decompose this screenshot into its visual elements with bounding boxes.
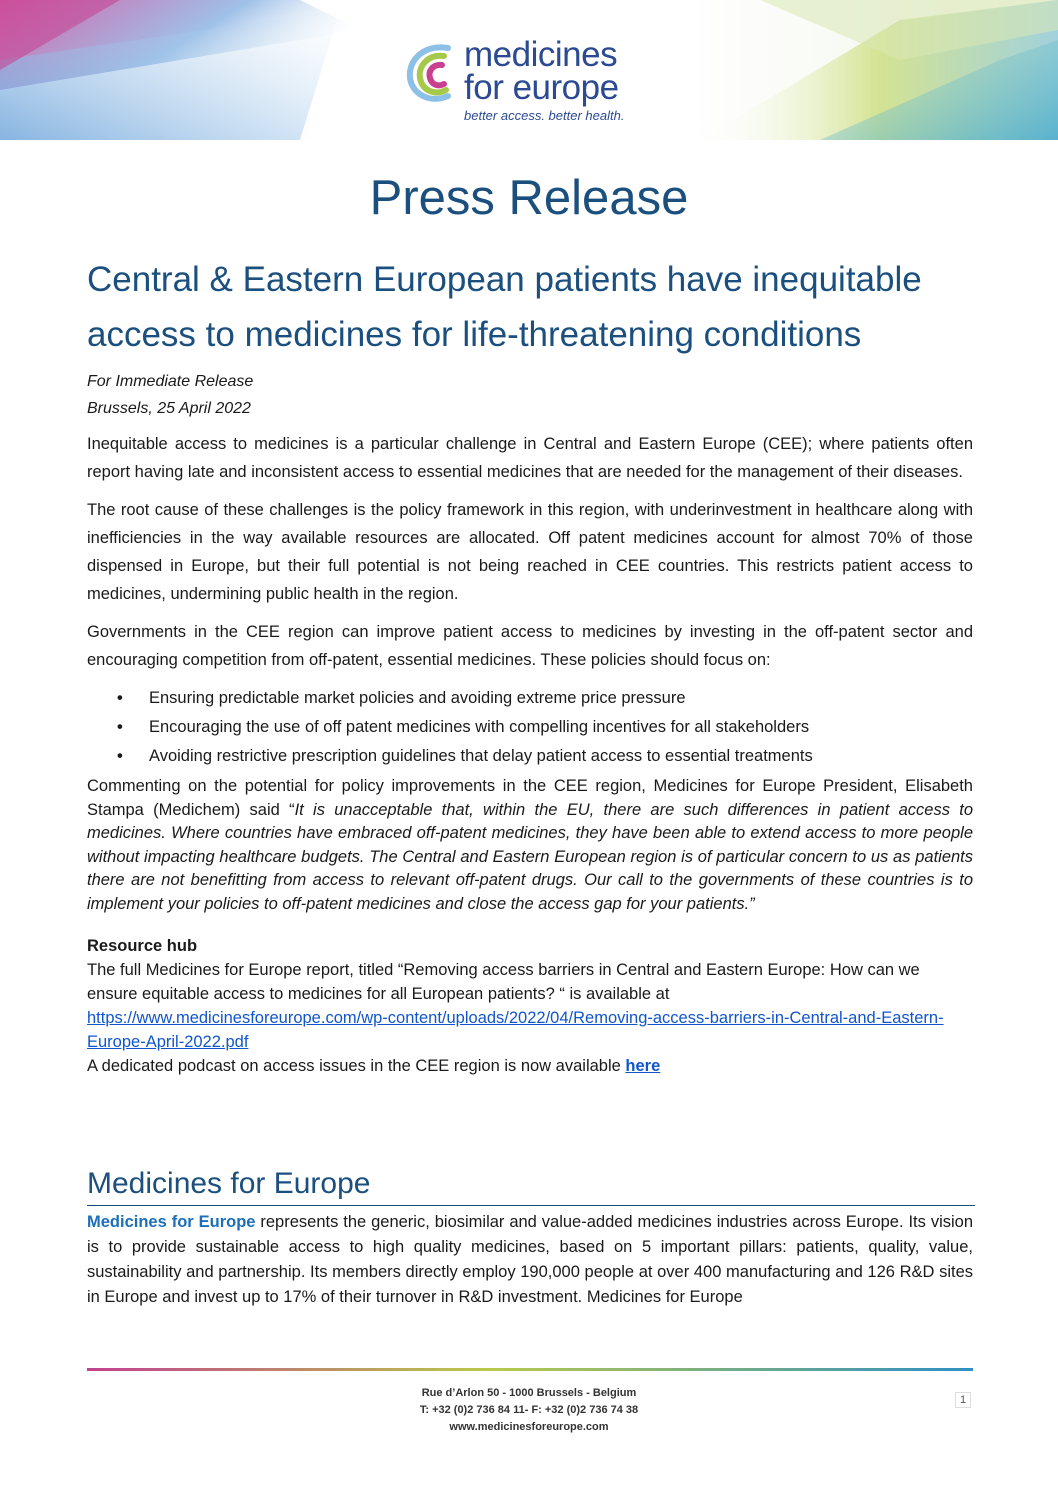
podcast-line: [87, 1054, 973, 1078]
logo-swirl-icon: [402, 38, 458, 108]
report-link-line: [87, 1006, 973, 1054]
release-date: 25 April 2022: [157, 400, 251, 417]
footer-divider: [87, 1368, 973, 1371]
headline: [87, 252, 967, 362]
paragraph-1: Inequitable access to medicines is a particular challenge in Central and Eastern Europe (CEE); where patients often report having late and inconsistent access to essential medicines that are needed for the management of their diseases.: [87, 435, 973, 481]
release-meta: [87, 368, 253, 422]
paragraph-2: The root cause of these challenges is the policy framework in this region, with underinvestment in healthcare along with inefficiencies in the way available resources are allocated. Off patent medicines account for almost 70% of those dispensed in Europe, but their full potential is not being reached in CEE countries. This restricts patient access to medicines, undermining public health in the region.: [87, 501, 973, 603]
logo-text-line1: medicines: [464, 35, 618, 74]
article-body: [87, 430, 973, 1078]
logo-tagline: better access. better health.: [464, 108, 625, 123]
headline-line-1: Central & Eastern European patients have inequitable: [87, 260, 922, 299]
resource-hub-description: The full Medicines for Europe report, titled “Removing access barriers in Central and Eastern Europe: How can we ensure equitable access to medicines for all European patients? “ is available at: [87, 961, 920, 1003]
header-banner: [0, 0, 1058, 140]
report-link[interactable]: https://www.medicinesforeurope.com/wp-content/uploads/2022/04/Removing-access-barriers-in-Central-and-Eastern-Europe-April-2022.pdf: [87, 1009, 944, 1051]
logo-text-line2: for europe: [464, 68, 619, 107]
president-quote: [87, 775, 973, 916]
release-dateline: [87, 395, 253, 422]
footer-phone: T: +32 (0)2 736 84 11- F: +32 (0)2 736 74 38: [419, 1404, 639, 1416]
list-item: • Ensuring predictable market policies and avoiding extreme price pressure: [117, 684, 973, 713]
about-text: represents the generic, biosimilar and value-added medicines industries across Europe. Its vision is to provide sustainable access to high quality medicines, based on 5 important pillars: patients, quality, value, sustainability and partnership. Its members directly employ 190,000 people at over 400 manufacturing and 126 R&D sites in Europe and invest up to 17% of their turnover in R&D investment. Medicines for Europe: [87, 1213, 973, 1306]
list-item: • Encouraging the use of off patent medicines with compelling incentives for all stakeholders: [117, 713, 973, 742]
release-type: For Immediate Release: [87, 373, 254, 390]
release-city: Brussels,: [87, 400, 153, 417]
podcast-text: A dedicated podcast on access issues in the CEE region is now available: [87, 1057, 626, 1075]
footer-address: Rue d’Arlon 50 - 1000 Brussels - Belgium: [421, 1387, 637, 1399]
list-item: • Avoiding restrictive prescription guidelines that delay patient access to essential treatments: [117, 742, 973, 771]
paragraph-3: Governments in the CEE region can improve patient access to medicines by investing in the off-patent sector and encouraging competition from off-patent, essential medicines. These policies should focus on:: [87, 623, 973, 669]
quote-text: It is unacceptable that, within the EU, there are such differences in patient access to medicines. Where countries have embraced off-patent medicines, they have been able to extend access to more people without impacting healthcare budgets. The Central and Eastern European region is of particular concern to us as patients there are not benefitting from access to relevant off-patent drugs. Our call to the governments of these countries is to implement your policies to off-patent medicines and close the access gap for your patients.”: [87, 800, 973, 913]
podcast-link[interactable]: here: [625, 1057, 661, 1075]
headline-line-2: access to medicines for life-threatening conditions: [87, 315, 862, 354]
about-section-title: Medicines for Europe: [87, 1167, 975, 1206]
press-release-title: Press Release: [369, 171, 689, 225]
company-logo: [402, 35, 662, 128]
policy-list: [87, 684, 973, 771]
quote-intro: Commenting on the potential for policy improvements in the CEE region, Medicines for Europe President, Elisabeth Stampa (Medichem) said “: [87, 777, 973, 819]
about-paragraph: [87, 1210, 973, 1310]
page-number: 1: [955, 1392, 971, 1408]
resource-hub-title: Resource hub: [87, 937, 198, 955]
footer-website: www.medicinesforeurope.com: [449, 1421, 609, 1433]
about-brand: Medicines for Europe: [87, 1213, 256, 1231]
footer: [0, 1385, 1058, 1436]
